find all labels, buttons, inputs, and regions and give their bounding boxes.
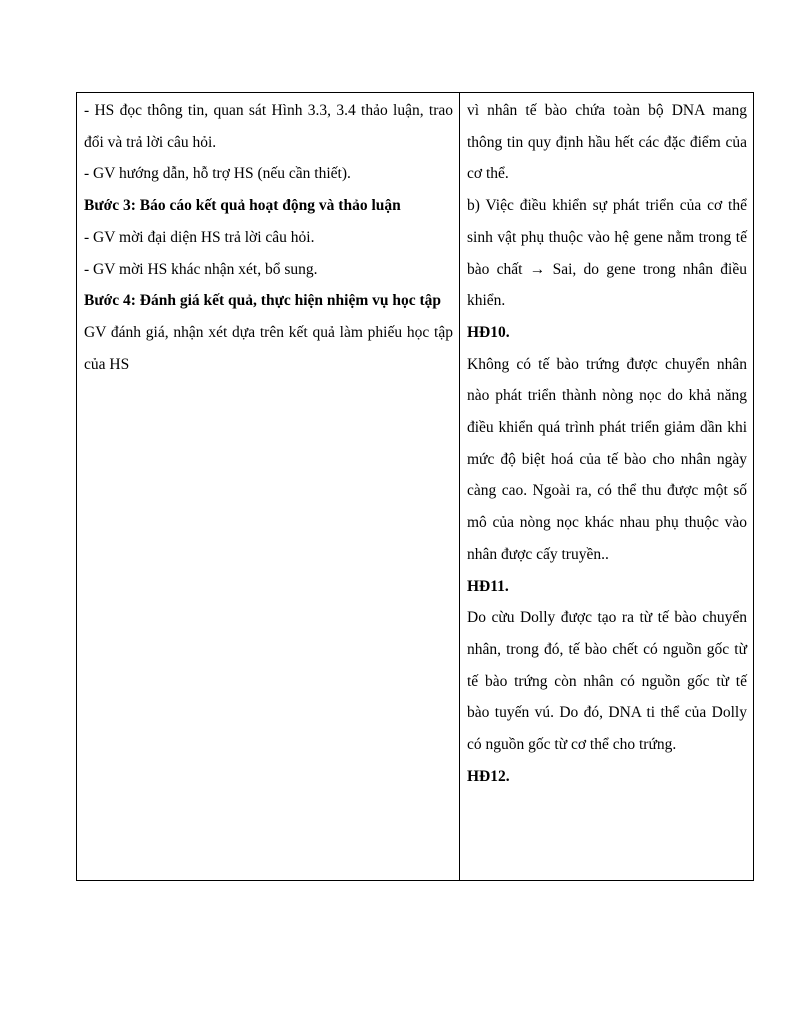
hd11-heading: HĐ11. [467, 577, 509, 595]
left-paragraph: - GV hướng dẫn, hỗ trợ HS (nếu cần thiết). [84, 165, 351, 183]
left-paragraph: - GV mời đại diện HS trả lời câu hỏi. [84, 228, 315, 246]
step-4-heading: Bước 4: Đánh giá kết quả, thực hiện nhiệm vụ học tập [84, 292, 442, 310]
left-paragraph: - GV mời HS khác nhận xét, bổ sung. [84, 260, 318, 278]
hd12-heading: HĐ12. [467, 767, 510, 785]
left-paragraph: - HS đọc thông tin, quan sát Hình 3.3, 3.4 thảo luận, trao đổi và trả lời câu hỏi. [84, 102, 453, 151]
step-3-heading: Bước 3: Báo cáo kết quả hoạt động và thảo luận [84, 197, 401, 215]
left-column [77, 93, 460, 880]
right-paragraph: vì nhân tế bào chứa toàn bộ DNA mang thông tin quy định hầu hết các đặc điểm của cơ thể. [467, 102, 747, 183]
content-table [76, 92, 754, 881]
left-paragraph: GV đánh giá, nhận xét dựa trên kết quả làm phiếu học tập của HS [84, 323, 453, 373]
right-paragraph: Không có tế bào trứng được chuyển nhân nào phát triển thành nòng nọc do khả năng điều khiển quá trình phát triển giảm dần khi mức độ biệt hoá của tế bào cho nhân ngày càng cao. Ngoài ra, có thể thu được một số mô của nòng nọc khác nhau phụ thuộc vào nhân được cấy truyền.. [467, 355, 747, 563]
right-paragraph: b) Việc điều khiển sự phát triển của cơ thể sinh vật phụ thuộc vào hệ gene nằm trong tế bào chất → Sai, do gene trong nhân điều khiển. [467, 197, 747, 310]
right-column [460, 93, 753, 880]
right-paragraph: Do cừu Dolly được tạo ra từ tế bào chuyển nhân, trong đó, tế bào chết có nguồn gốc từ tế bào trứng còn nhân có nguồn gốc từ tế bào tuyến vú. Do đó, DNA ti thể của Dolly có nguồn gốc từ cơ thể cho trứng. [467, 609, 747, 754]
hd10-heading: HĐ10. [467, 323, 510, 341]
